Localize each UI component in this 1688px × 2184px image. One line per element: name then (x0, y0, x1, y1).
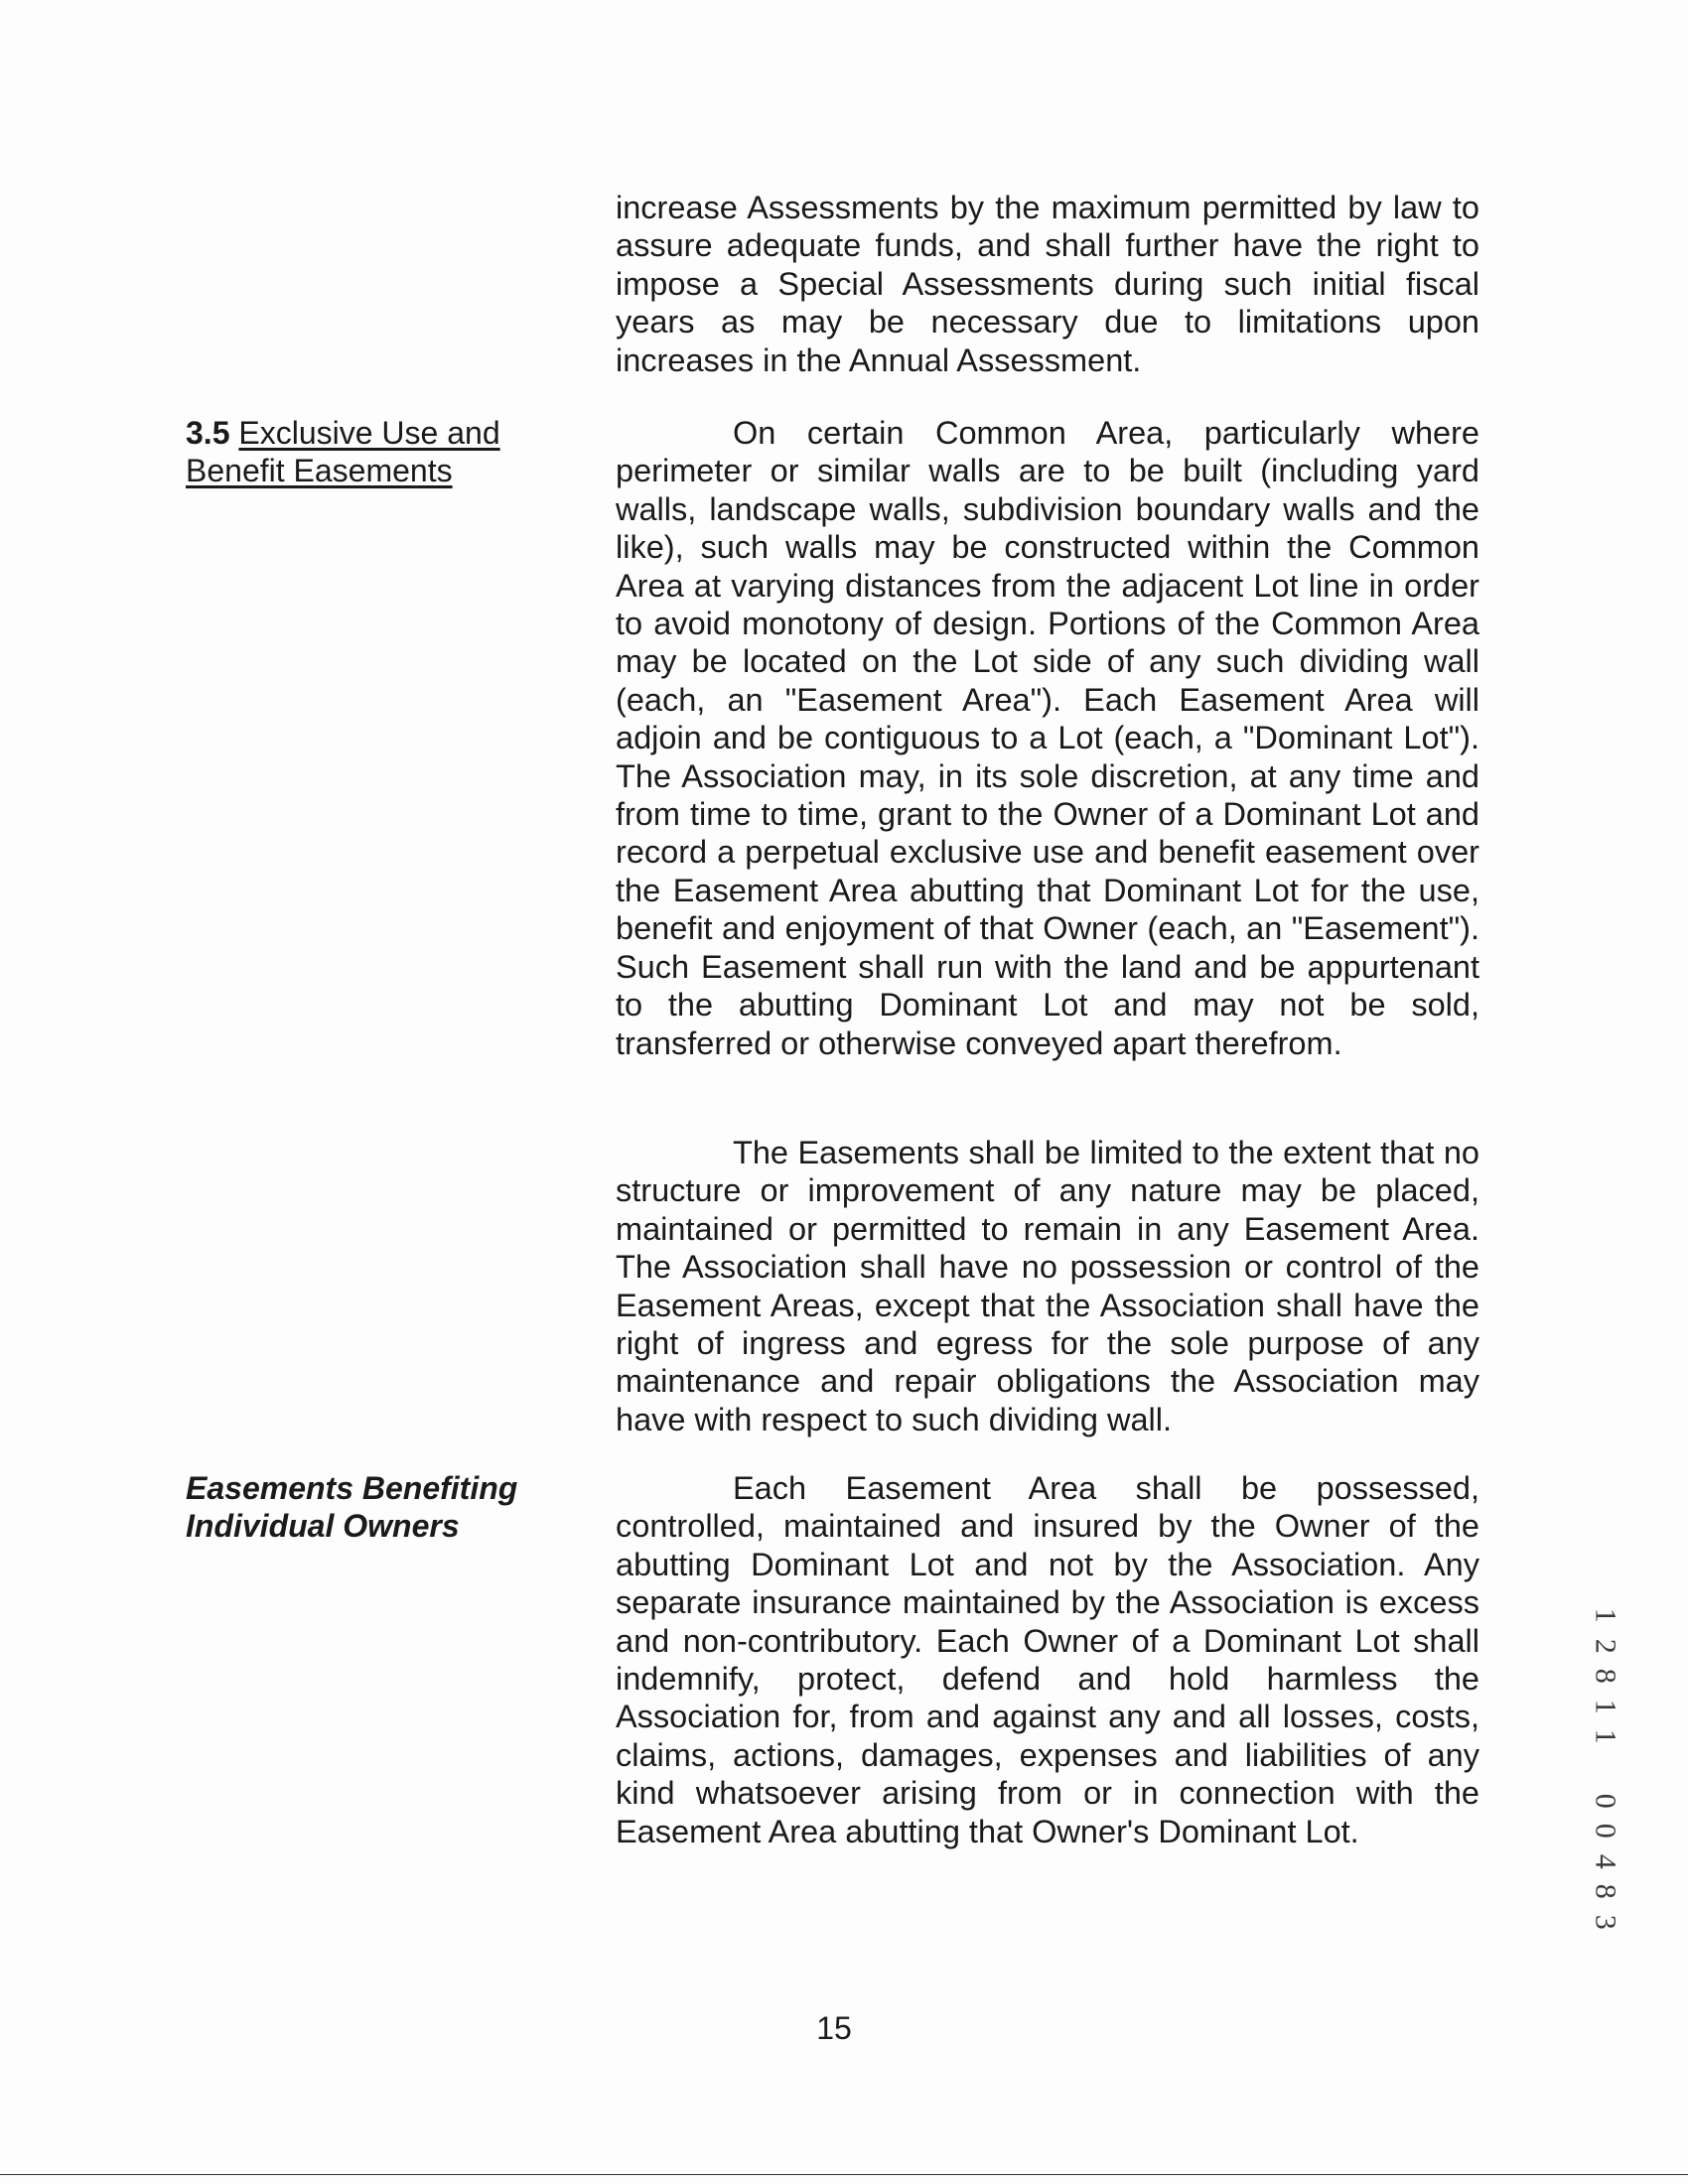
page-number: 15 (816, 2010, 852, 2046)
stamp-digit: 1 (1589, 1699, 1622, 1714)
easements-individual-label-line2: Individual Owners (186, 1508, 460, 1545)
section-3-5-paragraph-1: On certain Common Area, particularly where perimeter or similar walls are to be built (including yard walls, landscape walls, subdivision boundary walls and the like), such walls may be constructed within the Common Area at varying distances from the adjacent Lot line in order to avoid monotony of design. Portions of the Common Area may be located on the Lot side of any such dividing wall (each, an "Easement Area"). Each Easement Area will adjoin and be contiguous to a Lot (each, a "Dominant Lot"). The Association may, in its sole discretion, at any time and from time to time, grant to the Owner of a Dominant Lot and record a perpetual exclusive use and benefit easement over the Easement Area abutting that Dominant Lot for the use, benefit and enjoyment of that Owner (each, an "Easement"). Such Easement shall run with the land and be appurtenant to the abutting Dominant Lot and may not be sold, transferred or otherwise conveyed apart therefrom. (616, 415, 1479, 1061)
stamp-digit: 3 (1589, 1914, 1622, 1930)
section-3-5-heading (186, 414, 583, 490)
section-number: 3.5 (186, 415, 230, 451)
stamp-digit: 4 (1589, 1853, 1622, 1869)
easements-individual-heading (186, 1469, 583, 1546)
stamp-gap (1587, 1752, 1622, 1786)
easements-individual-paragraph: Each Easement Area shall be possessed, controlled, maintained and insured by the Owner of the abutting Dominant Lot and not by the Association. Any separate insurance maintained by the Association is excess and non-contributory. Each Owner of a Dominant Lot shall indemnify, protect, defend and hold harmless the Association for, from and against any and all losses, costs, claims, actions, damages, expenses and liabilities of any kind whatsoever arising from or in connection with the Easement Area abutting that Owner's Dominant Lot. (616, 1470, 1479, 1849)
section-3-5-paragraph-2: The Easements shall be limited to the extent that no structure or improvement of any nature may be placed, maintained or permitted to remain in any Easement Area. The Association shall have no possession or control of the Easement Areas, except that the Association shall have the right of ingress and egress for the sole purpose of any maintenance and repair obligations the Association may have with respect to such dividing wall. (616, 1135, 1479, 1437)
stamp-digit: 1 (1589, 1607, 1622, 1623)
stamp-digit: 8 (1589, 1668, 1622, 1684)
stamp-digit: 8 (1589, 1883, 1622, 1899)
stamp-digit: 0 (1589, 1793, 1622, 1809)
recording-stamp (1587, 1600, 1622, 1937)
continuation-paragraph: increase Assessments by the maximum permitted by law to assure adequate funds, and shall further have the right to impose a Special Assessments during such initial fiscal years as may be necessary due to limitations upon increases in the Annual Assessment. (616, 190, 1479, 378)
bottom-scan-rule (0, 2174, 1688, 2175)
stamp-digit: 1 (1589, 1728, 1622, 1744)
stamp-digit: 2 (1589, 1638, 1622, 1654)
section-title-line1: Exclusive Use and (238, 415, 500, 451)
section-title-line2: Benefit Easements (186, 453, 453, 489)
stamp-digit: 0 (1589, 1823, 1622, 1839)
easements-individual-label-line1: Easements Benefiting (186, 1470, 518, 1506)
